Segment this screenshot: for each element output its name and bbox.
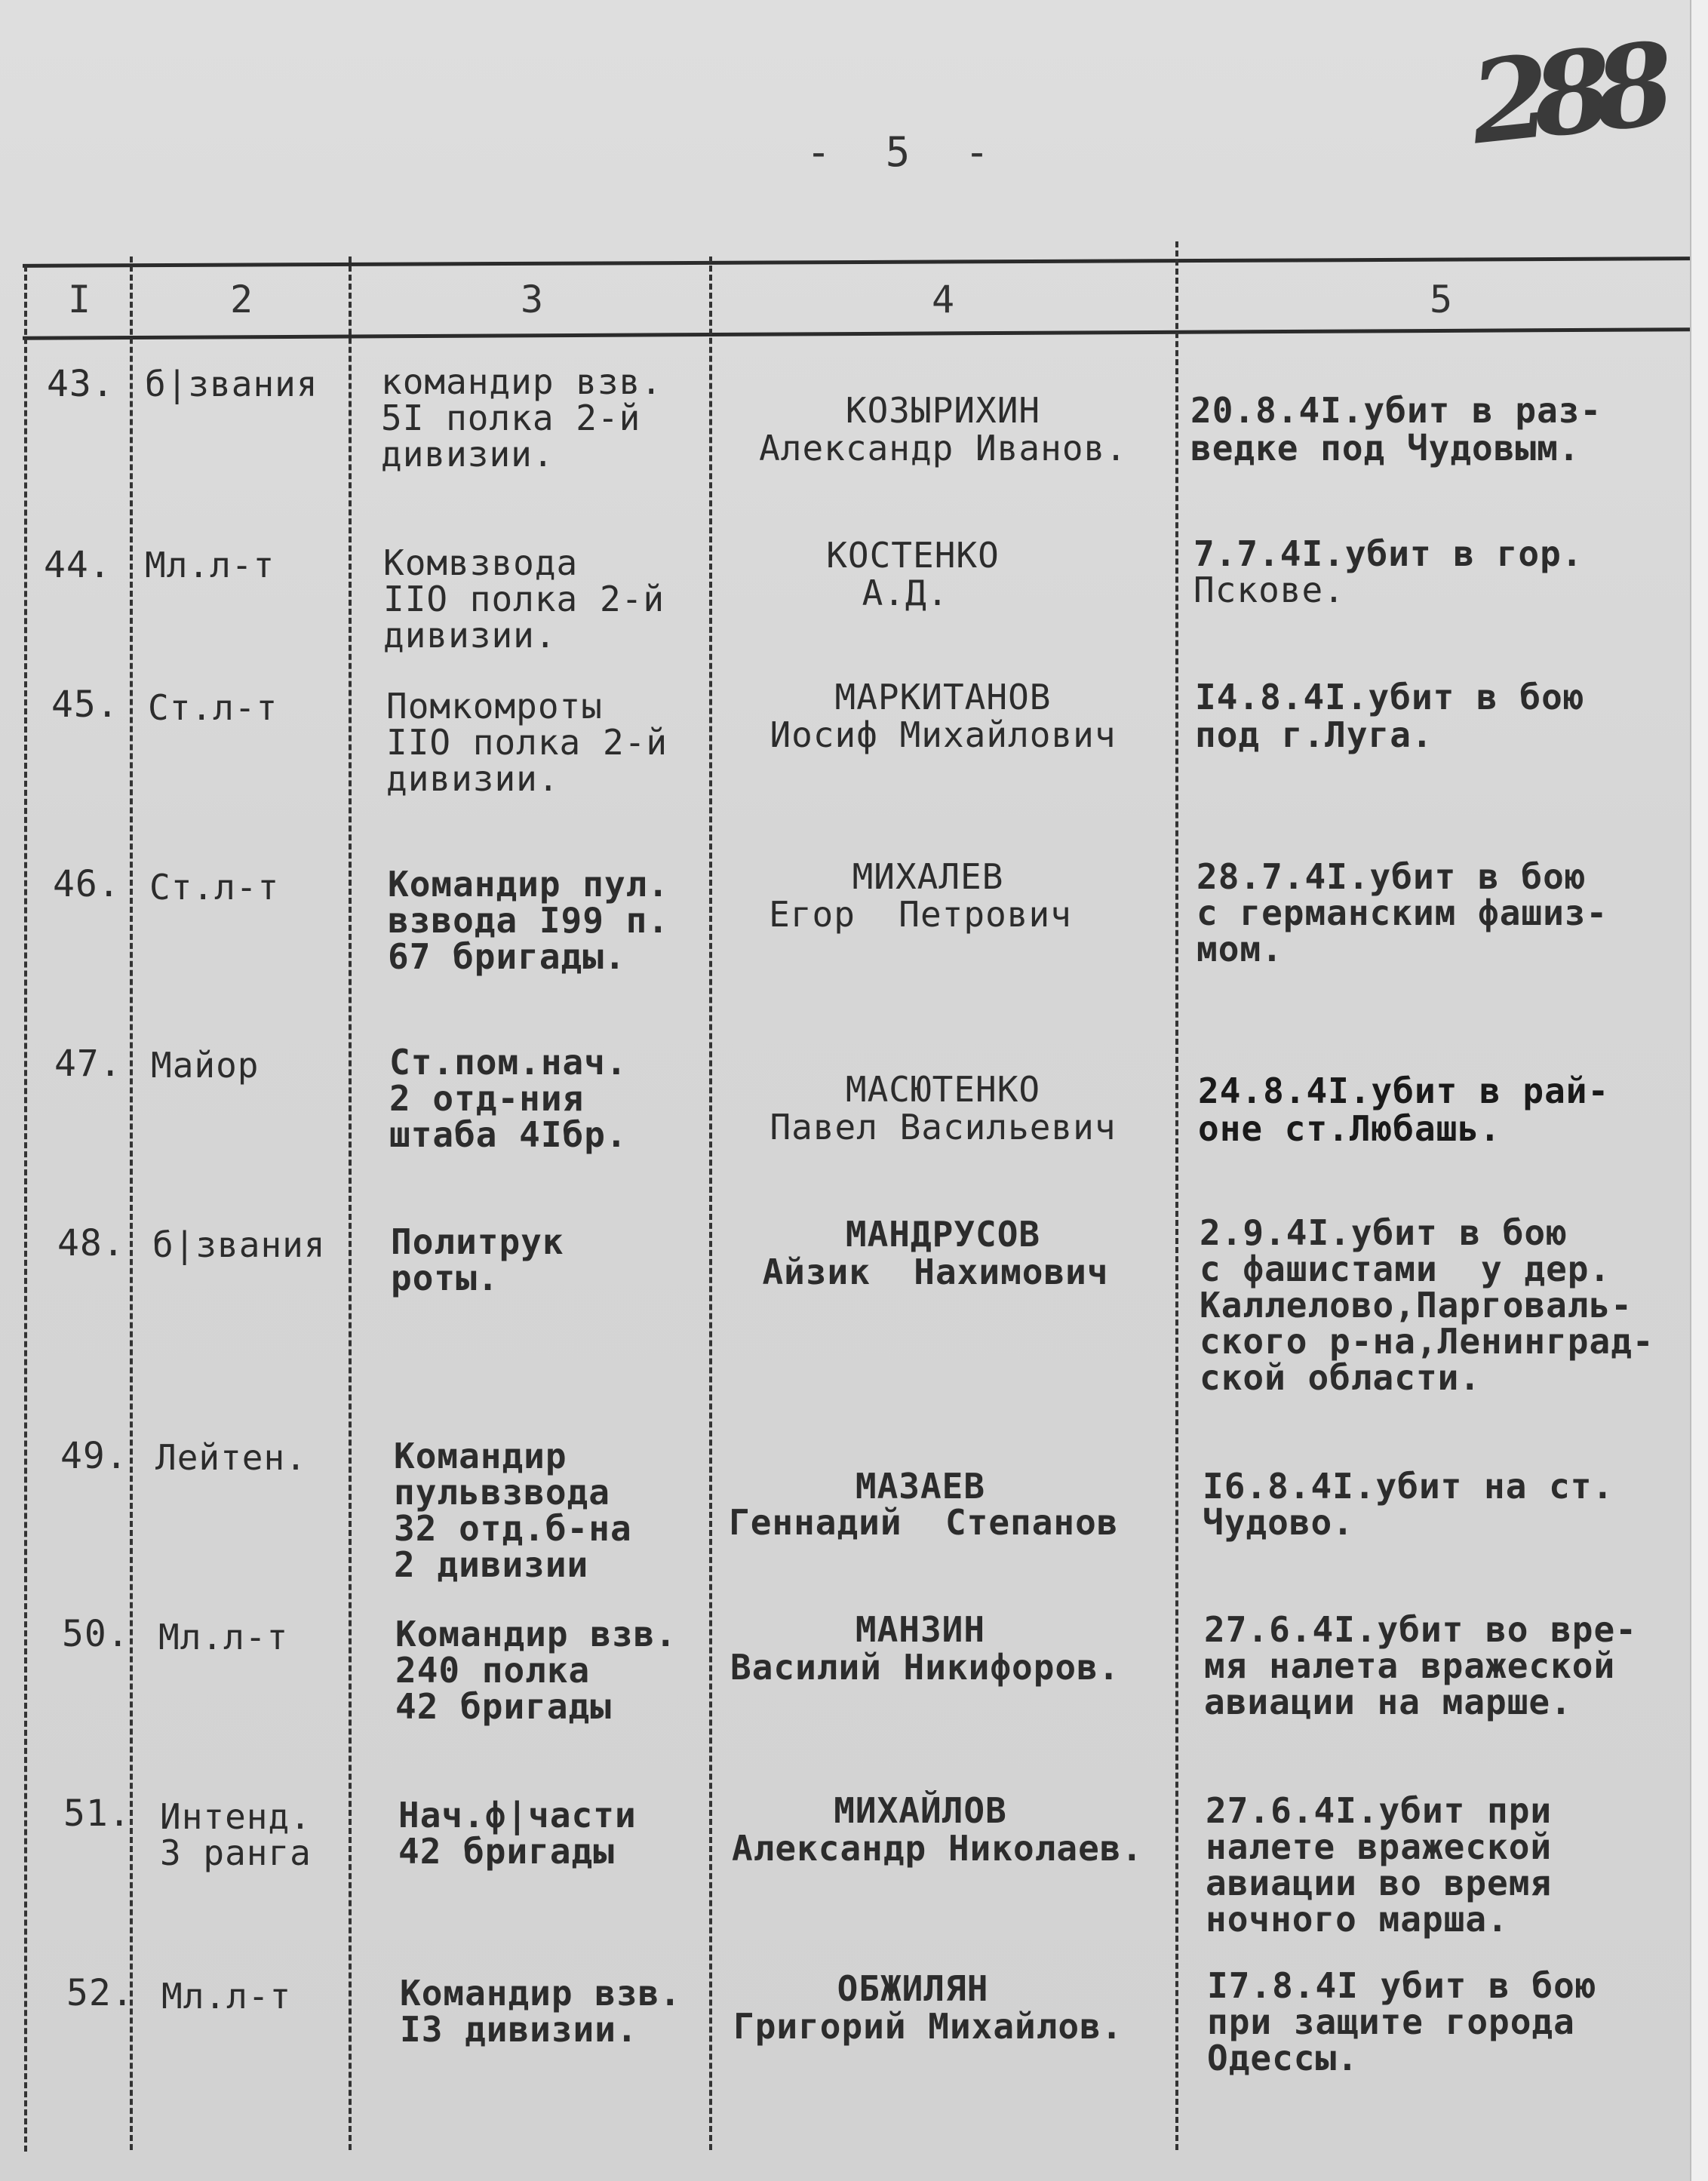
fate-line: ведке под Чудовым.: [1190, 428, 1581, 468]
fate-line: Чудово.: [1203, 1502, 1354, 1543]
rank: 3 ранга: [160, 1832, 312, 1873]
post-line: Политрук: [391, 1221, 564, 1262]
surname: КОСТЕНКО: [826, 535, 1000, 576]
rank: Майор: [151, 1045, 260, 1086]
rank: б|звания: [145, 364, 318, 404]
fate-line: 28.7.4I.убит в бою: [1197, 856, 1587, 897]
column-divider-3: [349, 256, 352, 2150]
post-line: 5I полка 2-й: [381, 398, 641, 438]
rank: Мл.л-т: [158, 1617, 289, 1657]
post-line: штаба 4Iбр.: [389, 1114, 628, 1155]
post-line: дивизии.: [386, 758, 560, 799]
post-line: Командир пул.: [388, 864, 670, 905]
given-name: Павел Васильевич: [770, 1107, 1117, 1147]
fate-line: Пскове.: [1193, 570, 1345, 610]
column-header-1: I: [67, 278, 91, 321]
rank: Мл.л-т: [145, 545, 275, 585]
surname: КОЗЫРИХИН: [845, 390, 1041, 431]
post-line: 32 отд.б-на: [394, 1508, 632, 1549]
surname: МАЗАЕВ: [855, 1466, 986, 1507]
post-line: Помкомроты: [386, 686, 603, 726]
fate-line: ночного марша.: [1206, 1899, 1509, 1940]
post-line: Комвзвода: [383, 542, 579, 583]
given-name: А.Д.: [862, 573, 949, 613]
post-line: 2 отд-ния: [389, 1078, 585, 1119]
column-divider-5: [1175, 241, 1178, 2150]
fate-line: 24.8.4I.убит в рай-: [1198, 1071, 1610, 1111]
surname: МИХАЙЛОВ: [834, 1790, 1007, 1831]
surname: МАРКИТАНОВ: [834, 677, 1052, 717]
given-name: Геннадий Степанов: [729, 1502, 1119, 1543]
given-name: Егор Петрович: [769, 894, 1072, 935]
post-line: дивизии.: [383, 615, 557, 656]
fate-line: мя налета вражеской: [1204, 1645, 1616, 1686]
surname: МИХАЛЕВ: [852, 856, 1004, 897]
fate-line: ского р-на,Ленинград-: [1200, 1321, 1654, 1362]
fate-line: Каллелово,Парговаль-: [1200, 1285, 1633, 1325]
post-line: взвода I99 п.: [388, 900, 670, 941]
fate-line: I7.8.4I убит в бою: [1207, 1965, 1597, 2006]
fate-line: налете вражеской: [1206, 1826, 1553, 1867]
fate-line: с фашистами у дер.: [1200, 1249, 1611, 1289]
fate-line: 20.8.4I.убит в раз-: [1190, 390, 1602, 431]
surname: ОБЖИЛЯН: [837, 1968, 989, 2009]
rank: Лейтен.: [155, 1437, 307, 1478]
column-divider-4: [709, 256, 712, 2150]
column-header-3: 3: [520, 278, 544, 321]
fate-line: ской области.: [1200, 1357, 1482, 1398]
post-line: командир взв.: [381, 361, 663, 402]
header-bottom-rule: [23, 327, 1690, 340]
fate-line: I6.8.4I.убит на ст.: [1203, 1466, 1614, 1507]
post-line: Командир взв.: [395, 1614, 677, 1654]
row-number: 45.: [51, 683, 119, 726]
fate-line: I4.8.4I.убит в бою: [1195, 677, 1585, 717]
post-line: 67 бригады.: [388, 936, 626, 977]
post-line: IIO полка 2-й: [383, 579, 665, 619]
given-name: Александр Николаев.: [732, 1828, 1144, 1869]
surname: МАНЗИН: [855, 1609, 986, 1650]
post-line: 42 бригады: [395, 1686, 612, 1727]
post-line: 42 бригады: [398, 1831, 615, 1872]
post-line: пульвзвода: [394, 1472, 610, 1513]
given-name: Айзик Нахимович: [762, 1252, 1109, 1292]
fate-line: 27.6.4I.убит во вре-: [1204, 1609, 1637, 1650]
given-name: Иосиф Михайлович: [770, 714, 1117, 755]
fate-line: авиации во время: [1206, 1863, 1553, 1903]
rank: Мл.л-т: [161, 1976, 292, 2017]
fate-line: с германским фашиз-: [1197, 892, 1608, 933]
archive-page-number: 288: [1464, 18, 1664, 170]
table-top-rule: [23, 256, 1690, 268]
column-header-4: 4: [931, 278, 955, 321]
post-line: 240 полка: [395, 1650, 591, 1691]
rank: Ст.л-т: [148, 687, 278, 728]
row-number: 51.: [63, 1792, 131, 1835]
column-divider-2: [130, 256, 133, 2150]
fate-line: под г.Луга.: [1195, 714, 1433, 755]
page-edge: [1690, 0, 1708, 2181]
row-number: 48.: [57, 1222, 125, 1264]
row-number: 49.: [60, 1435, 128, 1477]
row-number: 43.: [47, 363, 115, 405]
post-line: IIO полка 2-й: [386, 722, 668, 763]
fate-line: авиации на марше.: [1204, 1682, 1572, 1722]
fate-line: оне ст.Любашь.: [1198, 1108, 1501, 1149]
row-number: 50.: [62, 1613, 130, 1655]
fate-line: мом.: [1197, 929, 1283, 969]
row-number: 47.: [54, 1043, 122, 1085]
post-line: Командир взв.: [400, 1973, 682, 2014]
post-line: 2 дивизии: [394, 1544, 589, 1585]
given-name: Григорий Михайлов.: [733, 2006, 1123, 2047]
rank: Ст.л-т: [149, 867, 280, 908]
post-line: Ст.пом.нач.: [389, 1042, 628, 1083]
column-header-5: 5: [1429, 278, 1453, 321]
fate-line: при защите города: [1207, 2001, 1575, 2042]
given-name: Василий Никифоров.: [730, 1647, 1120, 1688]
fate-line: 7.7.4I.убит в гор.: [1193, 533, 1584, 574]
row-number: 44.: [44, 544, 112, 586]
fate-line: 2.9.4I.убит в бою: [1200, 1212, 1568, 1253]
page-number: - 5 -: [806, 128, 1005, 176]
fate-line: 27.6.4I.убит при: [1206, 1790, 1553, 1831]
given-name: Александр Иванов.: [759, 428, 1127, 468]
row-number: 52.: [66, 1972, 134, 2014]
row-number: 46.: [53, 863, 121, 905]
post-line: Нач.ф|части: [398, 1795, 637, 1835]
post-line: Командир: [394, 1436, 567, 1476]
column-header-2: 2: [229, 278, 253, 321]
surname: МАСЮТЕНКО: [845, 1069, 1041, 1110]
surname: МАНДРУСОВ: [845, 1214, 1041, 1255]
post-line: дивизии.: [381, 434, 554, 475]
post-line: роты.: [391, 1258, 499, 1298]
rank: б|звания: [152, 1224, 326, 1265]
rank: Интенд.: [160, 1796, 312, 1837]
column-divider-1: [24, 266, 27, 2152]
post-line: I3 дивизии.: [400, 2009, 638, 2050]
fate-line: Одессы.: [1207, 2038, 1359, 2078]
